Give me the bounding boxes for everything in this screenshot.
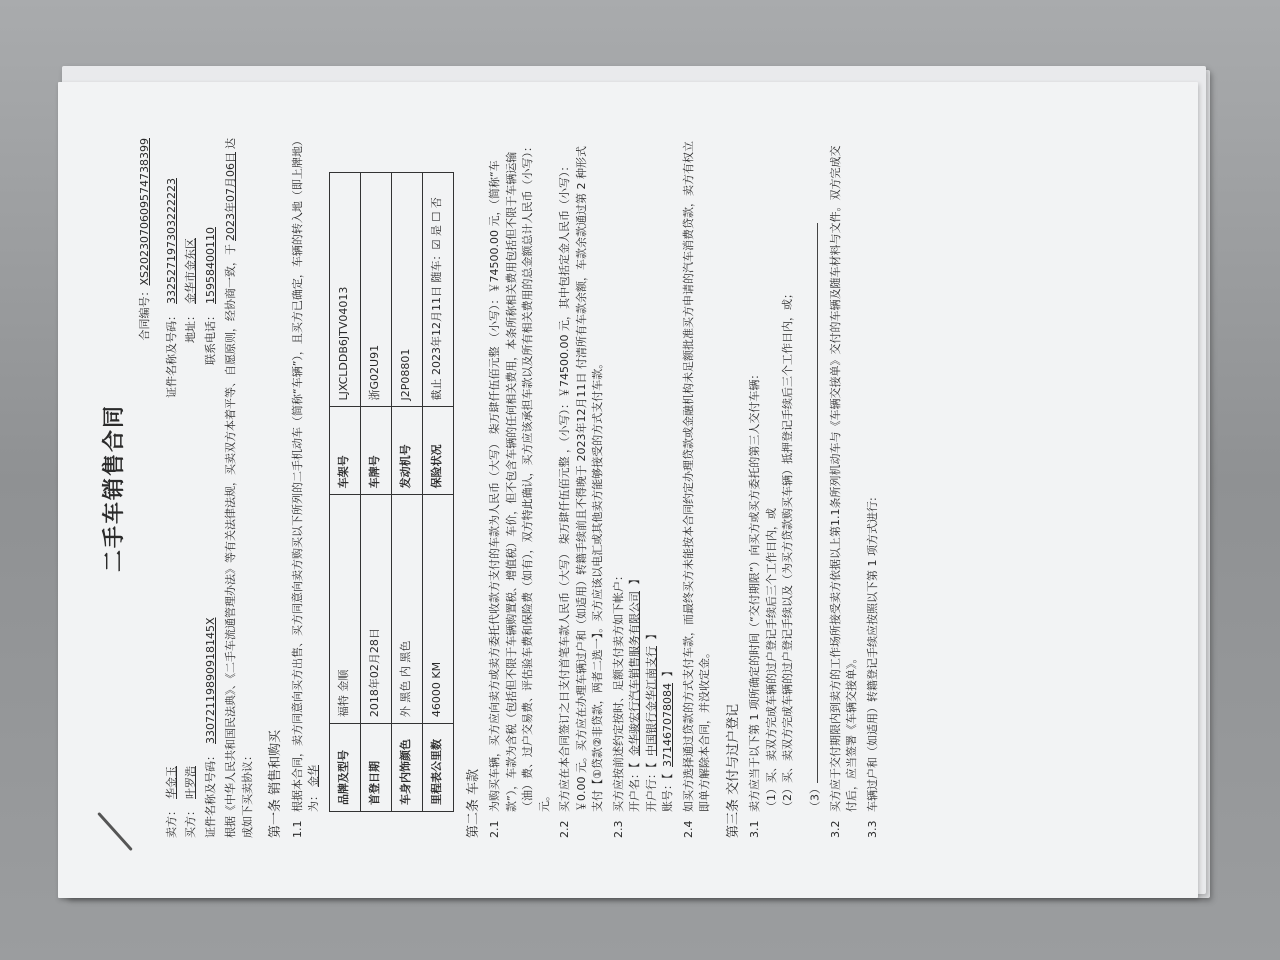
seller-name: 华金玉 <box>164 766 178 799</box>
buyer-id-row: 证件名称及号码： 33072119890918145X 联系电话： 15958400110 <box>203 138 220 838</box>
buyer-row: 买方： 叶罗浩 地址： 金华市金东区 <box>183 138 200 838</box>
buyer-name: 叶罗浩 <box>184 766 197 799</box>
clause-2-3: 2.3 买方应按前述约定按时、足额支付卖方如下帐户： 开户名：【 金华骏宏行汽车销售服务有限公司 】 开户行：【 中国银行金华江南支行 】 账号：【 371467078084 】 <box>611 138 677 838</box>
clause-2-2: 2.2 买方应在本合同签订之日支付首笔车款人民币（大写） 柒万肆仟伍佰元整 ，（小写）：￥74500.00 元，其中包括定金人民币（小写）：￥0.00 元。买方应在办理车辆过户和（如适用）转籍手续前且不得晚于 2023年12月11日 付清所有车款余额，车款余款通过第 2 种形式支付【①贷款②非贷款，两者二选一】。买方应该以电汇或其他卖方能够接受的方式支付车款。 <box>558 146 604 838</box>
section-1-title: 第一条 销售和购买 <box>268 729 283 838</box>
doc-title: 二手车销售合同 <box>102 404 127 573</box>
section-3-title: 第三条 交付与过户登记 <box>725 703 741 838</box>
buyer-address: 金华市金东区 <box>184 238 197 304</box>
clause-3-3: 3.3 车辆过户和（如适用）转籍登记手续应按照以下第 1 项方式进行: <box>865 497 879 838</box>
buyer-phone: 15958400110 <box>203 227 217 304</box>
seller-row: 卖方： 华金玉 证件名称及号码： 33252719730​3222223 <box>164 138 181 838</box>
clause-2-1: 2.1 为购买车辆，买方应向卖方或卖方委托代收款方支付的车款为人民币（大写） 柒万肆仟伍佰元整 （小写）：￥74500.00 元，（简称“车款”），车款为含税（包括但不限于车辆购置税、增值税）车价，但不包含车辆的任何相关费用，本条所称相关费用包括但不限于车辆运输（油）费、过户交易费、评估验车费和保险费（如有），双方特此确认，买方应该承担车款以及所有相关费用的总金额总计人民币（小写）： 元。 <box>488 141 551 838</box>
intro-paragraph: 根据《中华人民共和国民法典》、《二手车流通管理办法》等有关法律法规，买卖双方本着平等、自愿原则，经协商一致，于2023年07月06日达成如下买卖协议： <box>224 138 254 838</box>
vehicle-table: 品牌及型号 福特 金顺 车架号 LJXCLDDB6JTV04013 首登日期 2018年02月28日 车牌号 浙G02U91 车身内饰颜色 外 黑色 内 黑色 发动机号 J2P08801 里程表公里数 46000 KM 保险状况 截止 2023年12月11日 随车：☑ 是 ☐ 否 <box>329 172 454 812</box>
account-number: 账号：【 371467078084 】 <box>661 665 674 812</box>
section-2-title: 第二条 车款 <box>465 768 481 838</box>
clause-3-1: 3.1 卖方应当于以下第 1 项所确定的时间（“交付期限”）向买方或买方委托的第三人交付车辆： （1）买、卖双方完成车辆的过户登记手续后三个工作日内，或 （2）买、卖双方完成车辆的过户登记手续以及（为买方贷款购买车辆）抵押登记手续后三个工作日内，或； （3） <box>747 138 824 838</box>
contract-number: 合同编号：XS20230706095747383​99 <box>138 138 151 341</box>
clause-3-2: 3.2 买方应于交付期限内到卖方的工作场所接受卖方依据以上第1.1条所列机动车与《车辆交接单》交付的车辆及随车材料与文件。双方完成交付后，应当签署《车辆交接单》。 <box>828 145 858 838</box>
contract-page <box>58 82 1198 898</box>
clause-2-4: 2.4 如买方选择通过贷款的方式支付车款，而最终买方未能按本合同约定办理贷款或金融机构未足额批准买方申请的汽车消费贷款，卖方有权立即单方解除本合同，并没收定金。 <box>681 141 711 838</box>
account-bank: 开户行：【 中国银行金华江南支行 】 <box>644 628 658 812</box>
account-name: 开户名：【 金华骏宏行汽车销售服务有限公司 】 <box>628 573 641 812</box>
seller-id: 33252719730​3222223 <box>164 178 178 304</box>
buyer-id: 33072119890918145X <box>203 617 217 744</box>
contract-sheet <box>58 82 1198 898</box>
clause-3-1-option-3: （3） <box>797 138 824 812</box>
clause-1-1: 1.1 根据本合同，卖方同意向买方出售、买方同意向卖方购买以下所列的二手机动车（简称“车辆”），且买方已确定，车辆的转入地（即上牌地）为：金华 <box>290 140 320 838</box>
